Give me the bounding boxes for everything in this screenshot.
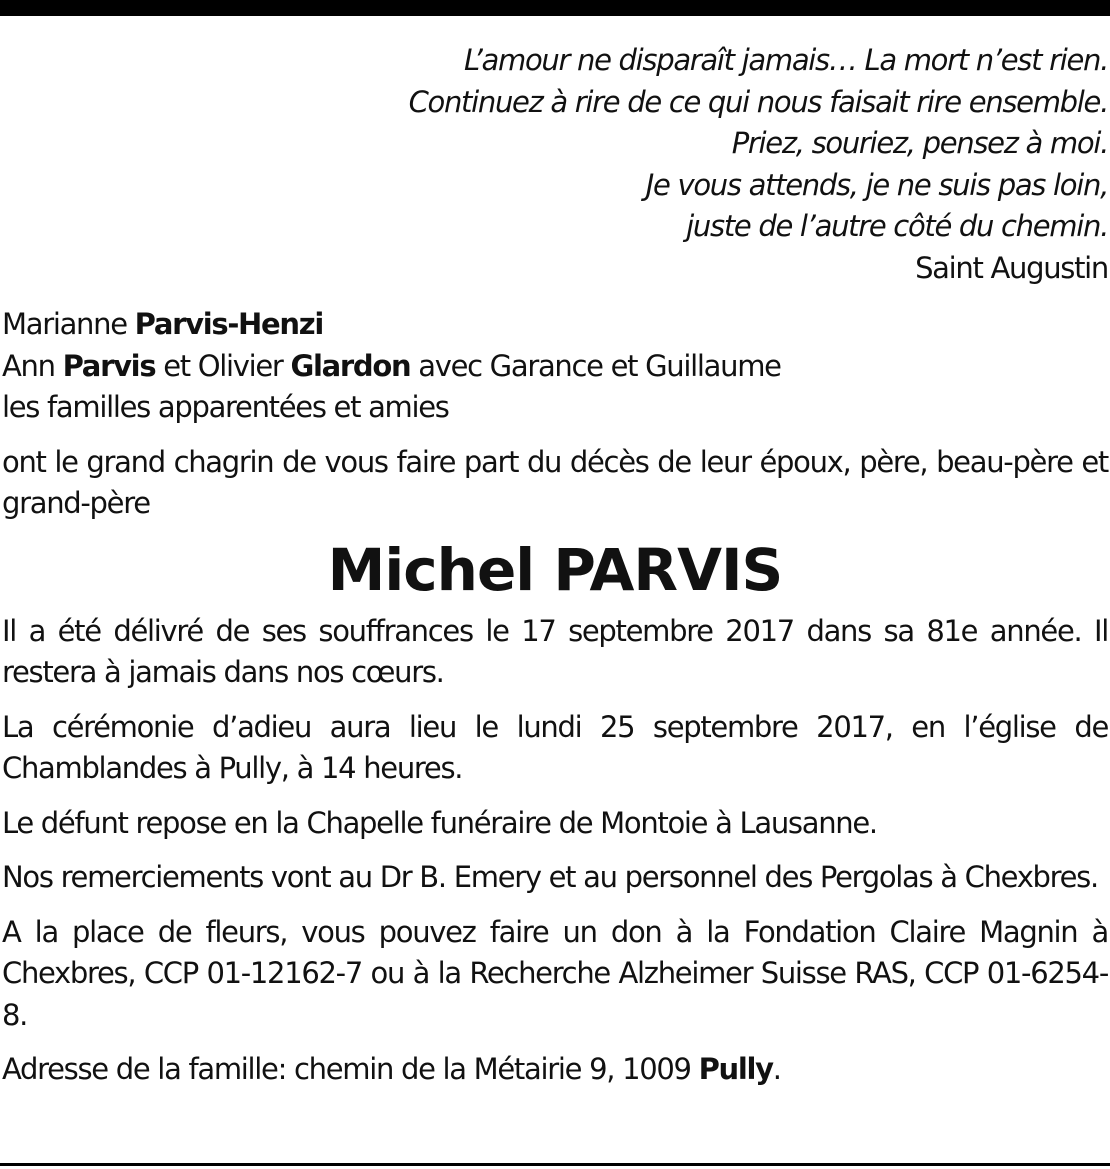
epigraph-quote <box>2 40 1108 289</box>
top-border-rule <box>0 0 1110 16</box>
deceased-name: Michel PARVIS <box>327 535 783 604</box>
text-fragment: et Olivier <box>155 348 291 383</box>
family-names <box>2 304 1108 429</box>
surname: Glardon <box>290 348 411 383</box>
family-address <box>2 1049 1108 1091</box>
text-fragment: avec Garance et Guillaume <box>410 348 781 383</box>
quote-line: Continuez à rire de ce qui nous faisait rire ensemble. <box>408 84 1108 119</box>
address-city: Pully <box>698 1052 773 1086</box>
obituary-notice <box>2 40 1108 1091</box>
quote-author: Saint Augustin <box>915 250 1108 285</box>
family-line-3: les familles apparentées et amies <box>2 390 449 424</box>
surname: Parvis <box>62 348 156 383</box>
quote-line: Je vous attends, je ne suis pas loin, <box>645 167 1108 202</box>
quote-line: Priez, souriez, pensez à moi. <box>731 126 1108 160</box>
paragraph-ceremony: La cérémonie d’adieu aura lieu le lundi 25 septembre 2017, en l’église de Chamblandes à Pully, à 14 heures. <box>2 709 1108 785</box>
family-line-2 <box>2 346 1108 388</box>
paragraph-resting-place: Le défunt repose en la Chapelle funéraire de Montoie à Lausanne. <box>2 805 877 840</box>
surname: Parvis-Henzi <box>134 307 323 341</box>
quote-line: juste de l’autre côté du chemin. <box>686 209 1108 243</box>
text-fragment: Ann <box>2 348 63 383</box>
paragraph-donation: A la place de fleurs, vous pouvez faire un don à la Fondation Claire Magnin à Chexbres, CCP 01-12162-7 ou à la Recherche Alzheimer Suisse RAS, CCP 01-6254-8. <box>2 914 1108 1032</box>
address-end: . <box>772 1052 781 1086</box>
quote-line: L’amour ne disparaît jamais… La mort n’est rien. <box>463 43 1108 77</box>
bottom-border-rule <box>0 1163 1110 1166</box>
address-text: Adresse de la famille: chemin de la Métairie 9, 1009 <box>2 1052 699 1086</box>
first-name: Marianne <box>2 307 135 341</box>
paragraph-deliverance: Il a été délivré de ses souffrances le 17 septembre 2017 dans sa 81e année. Il restera à jamais dans nos cœurs. <box>2 613 1108 689</box>
family-line-1 <box>2 304 1108 346</box>
announcement-text: ont le grand chagrin de vous faire part du décès de leur époux, père, beau-père et grand-père <box>2 444 1108 520</box>
paragraph-thanks: Nos remerciements vont au Dr B. Emery et au personnel des Pergolas à Chexbres. <box>2 860 1098 894</box>
